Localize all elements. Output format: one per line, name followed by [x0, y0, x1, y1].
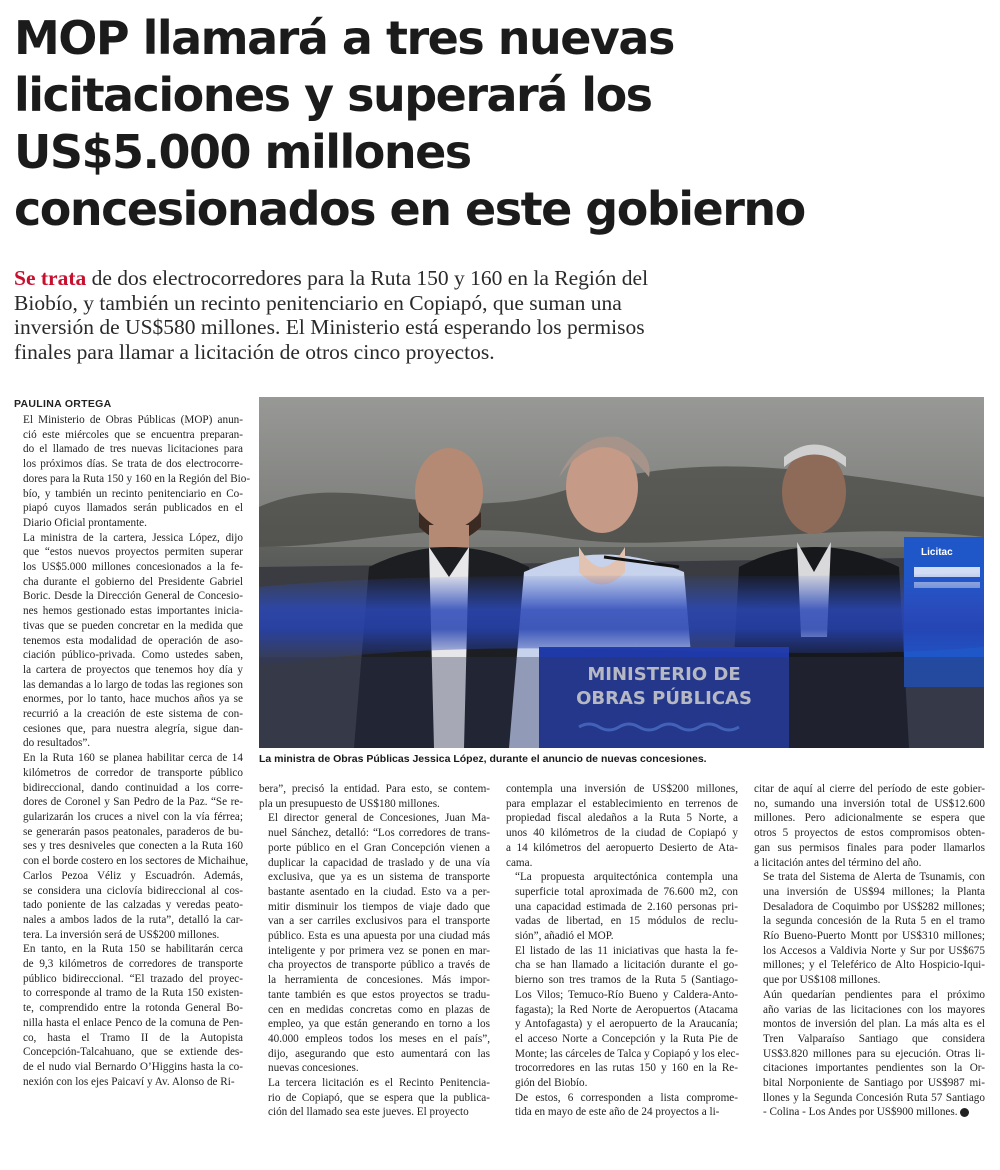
- article-column-4: [754, 782, 985, 1120]
- text-line: ciación público-privada. Como ustedes saben,: [23, 649, 243, 662]
- text-line: dores de Coronel y San Pedro de la Paz. “Se re-: [23, 796, 243, 809]
- dek-line-text: de dos electrocorredores para la Ruta 150 y 160 en la Región del: [86, 266, 649, 290]
- text-line: propiedad fiscal aledaños a la Ruta 5 Norte, a: [506, 812, 738, 825]
- text-line: la segunda concesión de la Ruta 5 en el tramo: [763, 915, 985, 928]
- text-line: Carlos Pezoa Véliz y Escuadrón. Además,: [23, 869, 243, 882]
- text-line: Boric. Desde la Dirección General de Concesio-: [23, 590, 243, 603]
- text-line: nexión con los ejes Paicaví y Av. Alonso de Ri-: [23, 1075, 235, 1088]
- text-line: cha durante el gobierno del Presidente Gabriel: [23, 575, 243, 588]
- text-line: montos de inversión del plan. La más alta es el: [763, 1018, 985, 1031]
- paragraph: [14, 531, 243, 752]
- text-line: que por US$108 millones.: [763, 974, 881, 987]
- text-line: cama.: [506, 856, 533, 869]
- text-line: - Colina - Los Andes por US$900 millones. P: [763, 1106, 974, 1119]
- text-line: “La propuesta arquitectónica contempla una: [515, 871, 738, 884]
- text-line: Diario Oficial prontamente.: [23, 516, 147, 529]
- text-line: se considera una ciclovía bidireccional al cos-: [23, 884, 243, 897]
- text-line: nes hemos gestionado estas importantes inicia-: [23, 605, 243, 618]
- text-line: tivas que se pueden concretar en la medida que: [23, 619, 243, 632]
- text-line: para emplazar el establecimiento en terrenos de: [506, 797, 738, 810]
- text-line: Monte; las cárceles de Talca y Copiapó y los elec-: [515, 1047, 740, 1060]
- text-line: dores para la Ruta 150 y 160 en la Región del Bio-: [23, 472, 251, 485]
- text-line: De estos, 6 corresponden a lista comprome-: [515, 1091, 738, 1104]
- text-line: inteligente y por primera vez se ponen en mar-: [268, 944, 490, 957]
- text-line: superficie total aproximada de 76.600 m2, con: [515, 885, 738, 898]
- text-line: tado poniente de las calzadas y veredas peato-: [23, 899, 243, 912]
- text-line: las demandas a lo largo de todas las regiones son: [23, 678, 243, 691]
- paragraph: [754, 988, 985, 1120]
- text-line: otros 5 proyectos de estos compromisos obten-: [754, 827, 985, 840]
- text-line: bío, y también un recinto penitenciario en Co-: [23, 487, 243, 500]
- text-line: cen en medidas concretas como en plazas de: [268, 1003, 490, 1016]
- text-line: de el nudo vial Bernardo O’Higgins hasta la co-: [23, 1060, 243, 1073]
- text-line: la herramienta de concesiones. Más impor-: [268, 974, 490, 987]
- text-line: pla un presupuesto de US$180 millones.: [259, 797, 440, 810]
- dek: [14, 266, 989, 364]
- paragraph: [506, 944, 738, 1091]
- text-line: cha se han llamado a licitación durante el go-: [515, 959, 738, 972]
- text-line: 40.000 empleos todos los meses en el país”,: [268, 1032, 490, 1045]
- text-line: Los Vilos; Temuco-Río Bueno y Caldera-Anto-: [515, 988, 738, 1001]
- text-line: ción del llamado sea este jueves. El proyecto: [268, 1106, 469, 1119]
- text-line: los próximos días. Se trata de dos electrocorre-: [23, 458, 243, 471]
- text-line: kilómetros de corredor de transporte público: [23, 766, 243, 779]
- podium-line-1: MINISTERIO DE: [587, 664, 741, 685]
- text-line: el acceso Norte a Concepción y la Ruta Pie de: [515, 1032, 738, 1045]
- text-line: los Accesos a Valdivia Norte y Sur por US$675: [763, 944, 985, 957]
- byline: PAULINA ORTEGA: [14, 398, 112, 410]
- text-line: vadas de libertad, en 15 módulos de reclu-: [515, 915, 738, 928]
- text-line: llones y la Segunda Concesión Ruta 57 Santiago: [763, 1091, 985, 1104]
- dek-line: finales para llamar a licitación de otros cinco proyectos.: [14, 339, 495, 364]
- dek-line: Biobío, y también un recinto penitenciario en Copiapó, que suman una: [14, 290, 622, 315]
- text-line: con el borde costero en los sectores de Michaihue,: [23, 855, 249, 868]
- text-line: te, comprendido entre la rotonda General Bo-: [23, 1002, 243, 1015]
- text-line: La tercera licitación es el Recinto Penitencia-: [268, 1077, 490, 1090]
- text-line: cesiones que, para nuestra alegría, sigue dan-: [23, 722, 243, 735]
- text-line: El listado de las 11 iniciativas que hasta la fe-: [515, 944, 738, 957]
- text-line: gan sus permisos finales para poder llamarlos: [754, 841, 985, 854]
- screen-text: Licitac: [921, 547, 953, 558]
- text-line: enormes, por lo tanto, hace muchos años ya se: [23, 693, 243, 706]
- article-photo: [259, 397, 984, 748]
- text-line: bastante asentado en la ciudad. Esto va a per-: [268, 885, 490, 898]
- text-line: nilla hasta el enlace Penco de la comuna de Pen-: [23, 1016, 243, 1029]
- text-line: contempla una inversión de US$200 millones,: [506, 783, 738, 795]
- text-line: trocorredores en las rutas 150 y 160 en la Re-: [515, 1062, 738, 1075]
- text-line: nuel Sánchez, detalló: “Los corredores de trans-: [268, 827, 490, 840]
- text-line: millones; y el Teleférico de Alto Hospicio-Iqui-: [763, 959, 985, 972]
- article-column-2: [259, 782, 490, 1120]
- paragraph: [506, 870, 738, 944]
- text-line: tante también es que estos proyectos se tradu-: [268, 988, 490, 1001]
- text-line: fagasta); la Red Norte de Aeropuertos (Atacama: [515, 1003, 738, 1016]
- paragraph: [506, 1091, 738, 1120]
- text-line: una capacidad estimada de 2.160 personas pri-: [515, 900, 738, 913]
- text-line: cha proyectos de transporte público a través de: [268, 959, 490, 972]
- text-line: gión del Biobío.: [515, 1077, 588, 1090]
- text-line: dijo, asegurando que esto aumentará con las: [268, 1047, 490, 1060]
- text-line: se generarán pasos peatonales, paraderos de bu-: [23, 825, 243, 838]
- text-line: público bidireccional. “El trazado del proyec-: [23, 972, 243, 985]
- text-line: a licitación antes del término del año.: [754, 856, 922, 869]
- photo-caption: La ministra de Obras Públicas Jessica López, durante el anuncio de nuevas concesiones.: [259, 753, 707, 765]
- text-line: unos 40 kilómetros de la ciudad de Copiapó y: [506, 827, 738, 840]
- text-line: que “estos nuevos proyectos permiten superar: [23, 546, 243, 559]
- text-line: bidireccional, dando continuidad a los corre-: [23, 781, 243, 794]
- text-line: ció este miércoles que se encuentra preparan-: [23, 428, 243, 441]
- text-line: exclusiva, que ya es un sistema de transporte: [268, 871, 490, 884]
- text-line: nales a ambos lados de la ruta”, detalló la car-: [23, 913, 243, 926]
- text-line: mitir disminuir los tiempos de viaje dado que: [268, 900, 490, 913]
- text-line: a 14 kilómetros del aeropuerto Desierto de Ata-: [506, 841, 738, 854]
- text-line: porte público en el Gran Concepción vienen a: [268, 841, 490, 854]
- text-line: tera. La inversión será de US$200 millones.: [23, 928, 220, 941]
- text-line: La ministra de la cartera, Jessica López, dijo: [23, 531, 243, 544]
- text-line: citaciones importantes pendientes son la Or-: [763, 1062, 985, 1075]
- dek-line: [14, 266, 989, 291]
- text-line: citar de aquí al cierre del período de este gobier-: [754, 783, 985, 795]
- text-line: tida en mayo de este año de 24 proyectos a li-: [515, 1106, 720, 1119]
- text-line: ses y tres desniveles que conecten a la Ruta 160: [23, 840, 243, 853]
- text-line: tenemos esta modalidad de operación de aso-: [23, 634, 243, 647]
- text-line: los US$5.000 millones concesionados a la fe-: [23, 561, 243, 574]
- text-line: Desaladora de Coquimbo por US$282 millones;: [763, 900, 985, 913]
- dek-lead: Se trata: [14, 266, 87, 290]
- paragraph: [506, 782, 738, 870]
- paragraph: [14, 751, 249, 942]
- text-line: to corresponde al tramo de la Ruta 150 existen-: [23, 987, 243, 1000]
- text-line: Aún quedarían pendientes para el próximo: [763, 988, 985, 1001]
- text-line: gularizarán los cruces a nivel con la vía férrea;: [23, 810, 243, 823]
- paragraph: [259, 811, 490, 1076]
- text-line: bera”, precisó la entidad. Para esto, se contem-: [259, 783, 490, 795]
- dek-line: inversión de US$580 millones. El Ministerio está esperando los permisos: [14, 315, 645, 339]
- text-line: En la Ruta 160 se planea habilitar cerca de 14: [23, 752, 243, 765]
- text-line: bierno son tres tramos de la Ruta 5 (Santiago-: [515, 974, 738, 987]
- text-line: nuevas concesiones.: [268, 1062, 359, 1075]
- text-line: co, hasta el Tramo II de la Autopista: [23, 1031, 243, 1044]
- headline-line: US$5.000 millones: [14, 125, 471, 179]
- text-line: Se trata del Sistema de Alerta de Tsunamis, con: [763, 871, 985, 884]
- text-line: bital Norponiente de Santiago por US$987 mi-: [763, 1077, 985, 1090]
- article-column-3: [506, 782, 738, 1120]
- text-line: Concepción-Talcahuano, que se extiende des-: [23, 1046, 243, 1059]
- article-column-1: [14, 413, 251, 1089]
- text-line: van a ser carriles exclusivos para el transporte: [268, 915, 490, 928]
- text-line: piapó cuyos llamados serán publicados en el: [23, 502, 243, 515]
- text-line: la cartera de proyectos que tenemos hoy día y: [23, 663, 243, 676]
- paragraph: [14, 413, 251, 531]
- text-line: público. Esta es una apuesta por una ciudad más: [268, 930, 490, 943]
- headline-line: licitaciones y superará los: [14, 68, 652, 122]
- text-line: El director general de Concesiones, Juan Ma-: [268, 812, 490, 825]
- text-line: US$3.820 millones para su ejecución. Otras li-: [763, 1047, 985, 1060]
- podium-line-2: OBRAS PÚBLICAS: [576, 688, 752, 709]
- headline: [14, 10, 989, 238]
- text-line: de 9,3 kilómetros de corredores de transporte: [23, 958, 243, 971]
- headline-line: MOP llamará a tres nuevas: [14, 11, 674, 65]
- text-line: recurrió a la creación de este sistema de con-: [23, 708, 243, 721]
- text-line: Río Bueno-Puerto Montt por US$310 millones;: [763, 930, 985, 943]
- text-line: una inversión de US$94 millones; la Planta: [763, 885, 985, 898]
- paragraph: [754, 870, 985, 988]
- paragraph: [259, 782, 490, 811]
- text-line: sión”, añadió el MOP.: [515, 930, 614, 943]
- text-line: y Antofagasta) y el aeropuerto de la Araucanía;: [515, 1018, 738, 1031]
- text-line: duplicar la capacidad de traslado y de una vía: [268, 856, 490, 869]
- text-line: año varias de las licitaciones con los mayores: [763, 1003, 985, 1016]
- press-conference-image: [259, 397, 984, 748]
- text-line: do el llamado de tres nuevas licitaciones para: [23, 443, 243, 456]
- paragraph: [259, 1076, 490, 1120]
- paragraph: [754, 782, 985, 870]
- text-line: no, sumando una inversión total de US$12.600: [754, 797, 985, 810]
- paragraph: [14, 942, 243, 1089]
- text-line: do resultados”.: [23, 737, 91, 750]
- text-line: rio de Copiapó, que se espera que la publica-: [268, 1091, 490, 1104]
- text-line: Tren Valparaíso Santiago que considera: [763, 1032, 985, 1045]
- text-line: millones. Pero adicionalmente se espera que: [754, 812, 985, 825]
- text-line: El Ministerio de Obras Públicas (MOP) anun-: [23, 414, 243, 426]
- text-line: En tanto, en la Ruta 150 se habilitarán cerca: [23, 943, 243, 956]
- end-of-article-icon: P: [960, 1108, 969, 1117]
- text-line: empleo, ya que están generando en torno a los: [268, 1018, 490, 1031]
- headline-line: concesionados en este gobierno: [14, 182, 805, 236]
